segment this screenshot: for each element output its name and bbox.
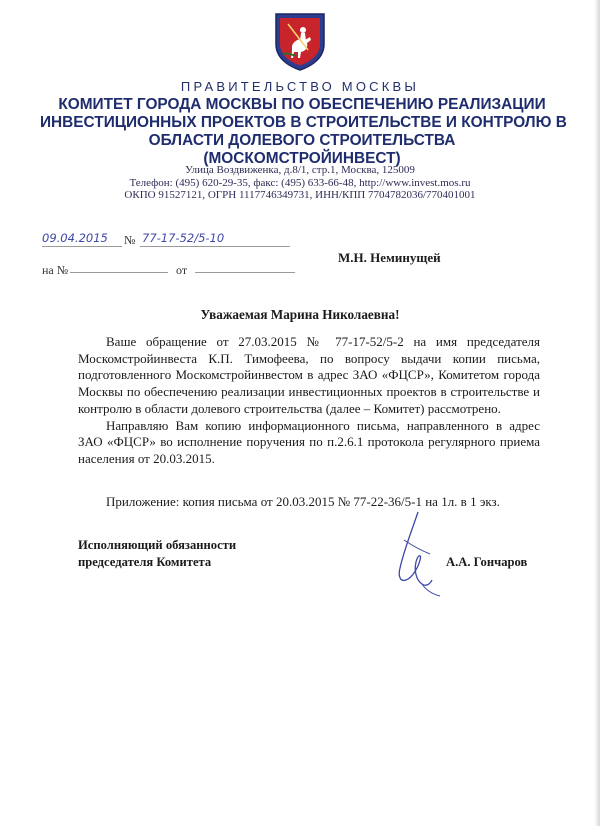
outgoing-date: 09.04.2015 (42, 231, 108, 245)
contact-block (20, 164, 580, 202)
committee-line-4: (МОСКОМСТРОЙИНВЕСТ) (203, 150, 401, 167)
signer-title-line-2: председателя Комитета (78, 555, 212, 569)
body-paragraph-1: Ваше обращение от 27.03.2015 № 77-17-52/5-2 на имя председателя Москомстройинвеста К.П. Тимофеева, по вопросу выдачи копии письма, подготовленного Москомстройинвестом в адрес ЗАО «ФЦСР», Комитетом города Москвы по обеспечению реализации инвестиционных проектов в строительстве и контролю в области долевого строительства (далее – Комитет) рассмотрено. (78, 334, 540, 416)
date-underline (42, 246, 122, 247)
committee-line-2: ИНВЕСТИЦИОННЫХ ПРОЕКТОВ В СТРОИТЕЛЬСТВЕ И КОНТРОЛЮ В (40, 114, 567, 131)
reference-date-label: от (176, 263, 188, 277)
government-title: ПРАВИТЕЛЬСТВО МОСКВЫ (180, 79, 420, 94)
number-underline (140, 246, 290, 247)
attachment-note: Приложение: копия письма от 20.03.2015 № 77-22-36/5-1 на 1л. в 1 экз. (106, 494, 500, 509)
salutation: Уважаемая Марина Николаевна! (200, 307, 400, 322)
letter-body (78, 334, 540, 468)
committee-line-3: ОБЛАСТИ ДОЛЕВОГО СТРОИТЕЛЬСТВА (148, 132, 456, 149)
signer-name: А.А. Гончаров (446, 555, 528, 569)
committee-line-1: КОМИТЕТ ГОРОДА МОСКВЫ ПО ОБЕСПЕЧЕНИЮ РЕАЛИЗАЦИИ (58, 96, 546, 113)
registry-line: ОКПО 91527121, ОГРН 1117746349731, ИНН/КПП 7704782036/770401001 (124, 189, 476, 202)
addressee: М.Н. Неминущей (338, 250, 441, 265)
committee-name (40, 96, 567, 168)
outgoing-number: 77-17-52/5-10 (142, 231, 225, 245)
reference-number-line (70, 272, 168, 273)
address-line: Улица Воздвиженка, д.8/1, стр.1, Москва, 125009 (185, 164, 415, 176)
scan-edge-shadow (594, 0, 600, 826)
body-paragraph-2: Направляю Вам копию информационного письма, направленного в адрес ЗАО «ФЦСР» во исполнение поручения по п.2.6.1 протокола регулярного приема населения от 20.03.2015. (78, 417, 540, 466)
reference-number-label: на № (42, 263, 69, 277)
signer-title (78, 537, 236, 571)
moscow-coat-of-arms-icon (270, 10, 330, 72)
signer-title-line-1: Исполняющий обязанности (78, 538, 237, 552)
number-sign: № (124, 233, 136, 247)
reference-date-line (195, 272, 295, 273)
phone-line: Телефон: (495) 620-29-35, факс: (495) 633-66-48, http://www.invest.mos.ru (129, 176, 471, 189)
